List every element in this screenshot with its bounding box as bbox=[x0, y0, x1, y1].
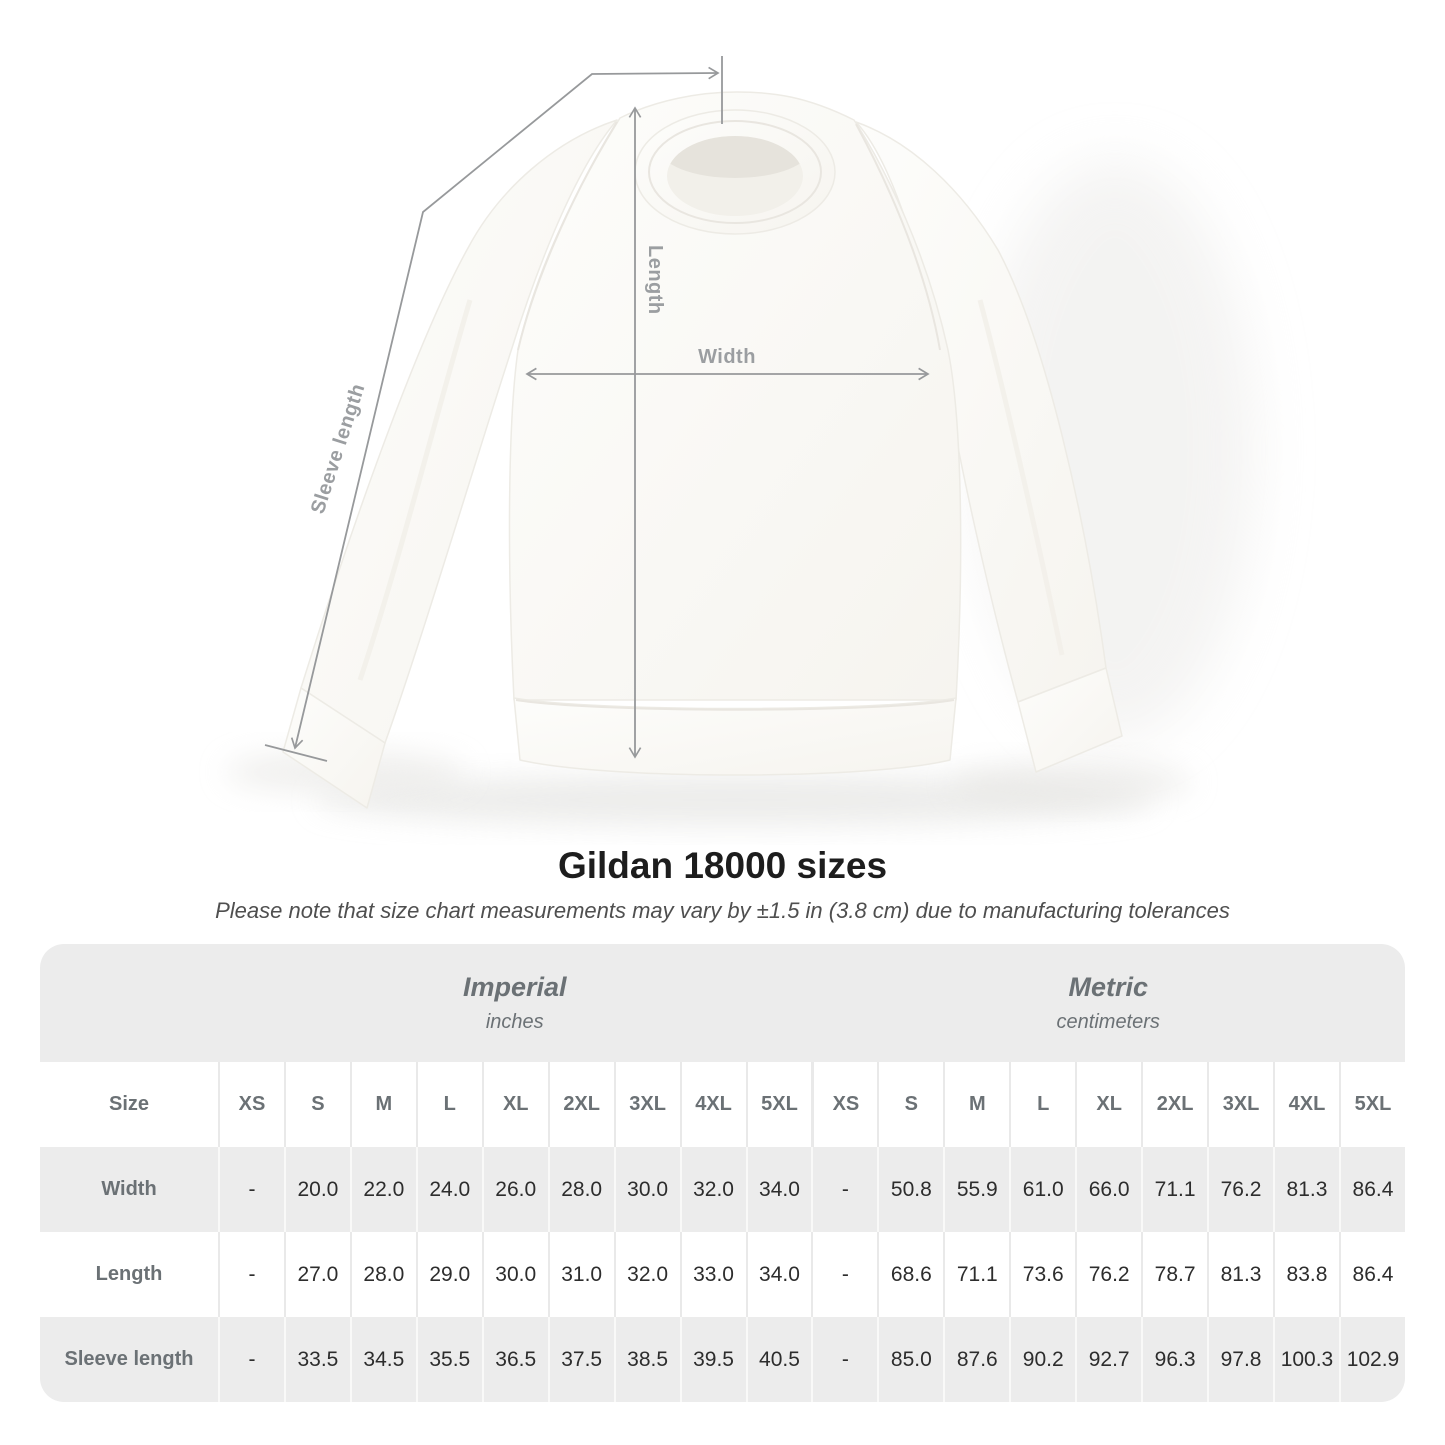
width-row bbox=[40, 1147, 1405, 1232]
length-imp-4xl: 33.0 bbox=[680, 1232, 746, 1317]
sleeve-met-5xl: 102.9 bbox=[1339, 1317, 1405, 1402]
width-label: Width bbox=[698, 346, 756, 368]
length-imp-5xl: 34.0 bbox=[746, 1232, 812, 1317]
sleeve-length-label: Sleeve length bbox=[306, 380, 370, 517]
sleeve-imp-m: 34.5 bbox=[350, 1317, 416, 1402]
sleeve-met-l: 90.2 bbox=[1009, 1317, 1075, 1402]
sleeve-length-row bbox=[40, 1317, 1405, 1402]
length-met-m: 71.1 bbox=[943, 1232, 1009, 1317]
length-imp-3xl: 32.0 bbox=[614, 1232, 680, 1317]
imp-size-xs: XS bbox=[218, 1062, 284, 1147]
size-corner-label: Size bbox=[40, 1062, 218, 1147]
sleeve-imp-5xl: 40.5 bbox=[746, 1317, 812, 1402]
sleeve-met-xl: 92.7 bbox=[1075, 1317, 1141, 1402]
length-met-5xl: 86.4 bbox=[1339, 1232, 1405, 1317]
length-imp-m: 28.0 bbox=[350, 1232, 416, 1317]
width-met-m: 55.9 bbox=[943, 1147, 1009, 1232]
width-met-xl: 66.0 bbox=[1075, 1147, 1141, 1232]
met-size-5xl: 5XL bbox=[1339, 1062, 1405, 1147]
width-imp-s: 20.0 bbox=[284, 1147, 350, 1232]
metric-unit: centimeters bbox=[1056, 1011, 1160, 1033]
imp-size-4xl: 4XL bbox=[680, 1062, 746, 1147]
sleeve-met-2xl: 96.3 bbox=[1141, 1317, 1207, 1402]
width-met-l: 61.0 bbox=[1009, 1147, 1075, 1232]
imperial-section-header bbox=[218, 944, 811, 1062]
collar bbox=[635, 110, 835, 234]
width-imp-2xl: 28.0 bbox=[548, 1147, 614, 1232]
met-size-s: S bbox=[877, 1062, 943, 1147]
width-imp-xl: 26.0 bbox=[482, 1147, 548, 1232]
length-met-xl: 76.2 bbox=[1075, 1232, 1141, 1317]
width-met-s: 50.8 bbox=[877, 1147, 943, 1232]
width-met-4xl: 81.3 bbox=[1273, 1147, 1339, 1232]
length-imp-l: 29.0 bbox=[416, 1232, 482, 1317]
sweatshirt-illustration bbox=[283, 92, 1122, 808]
sleeve-met-m: 87.6 bbox=[943, 1317, 1009, 1402]
width-met-xs: - bbox=[811, 1147, 877, 1232]
metric-title: Metric bbox=[1068, 972, 1148, 1002]
width-met-2xl: 71.1 bbox=[1141, 1147, 1207, 1232]
sleeve-imp-s: 33.5 bbox=[284, 1317, 350, 1402]
sleeve-met-4xl: 100.3 bbox=[1273, 1317, 1339, 1402]
imp-size-2xl: 2XL bbox=[548, 1062, 614, 1147]
sleeve-row-label: Sleeve length bbox=[40, 1317, 218, 1402]
metric-section-header bbox=[811, 944, 1405, 1062]
band-corner bbox=[40, 944, 218, 1062]
length-row-label: Length bbox=[40, 1232, 218, 1317]
width-imp-l: 24.0 bbox=[416, 1147, 482, 1232]
sleeve-imp-3xl: 38.5 bbox=[614, 1317, 680, 1402]
length-met-2xl: 78.7 bbox=[1141, 1232, 1207, 1317]
met-size-3xl: 3XL bbox=[1207, 1062, 1273, 1147]
imp-size-xl: XL bbox=[482, 1062, 548, 1147]
sleeve-imp-2xl: 37.5 bbox=[548, 1317, 614, 1402]
length-imp-xs: - bbox=[218, 1232, 284, 1317]
met-size-xs: XS bbox=[811, 1062, 877, 1147]
length-row bbox=[40, 1232, 1405, 1317]
imp-size-l: L bbox=[416, 1062, 482, 1147]
met-size-m: M bbox=[943, 1062, 1009, 1147]
met-size-4xl: 4XL bbox=[1273, 1062, 1339, 1147]
width-row-label: Width bbox=[40, 1147, 218, 1232]
imp-size-s: S bbox=[284, 1062, 350, 1147]
unit-band-row bbox=[40, 944, 1405, 1062]
sleeve-imp-xl: 36.5 bbox=[482, 1317, 548, 1402]
sleeve-imp-4xl: 39.5 bbox=[680, 1317, 746, 1402]
length-met-3xl: 81.3 bbox=[1207, 1232, 1273, 1317]
width-imp-5xl: 34.0 bbox=[746, 1147, 812, 1232]
imp-size-m: M bbox=[350, 1062, 416, 1147]
length-label: Length bbox=[644, 245, 666, 315]
length-met-4xl: 83.8 bbox=[1273, 1232, 1339, 1317]
imp-size-5xl: 5XL bbox=[746, 1062, 812, 1147]
width-imp-4xl: 32.0 bbox=[680, 1147, 746, 1232]
length-imp-s: 27.0 bbox=[284, 1232, 350, 1317]
length-imp-xl: 30.0 bbox=[482, 1232, 548, 1317]
imperial-unit: inches bbox=[485, 1011, 544, 1033]
met-size-xl: XL bbox=[1075, 1062, 1141, 1147]
width-imp-m: 22.0 bbox=[350, 1147, 416, 1232]
met-size-l: L bbox=[1009, 1062, 1075, 1147]
sleeve-met-3xl: 97.8 bbox=[1207, 1317, 1273, 1402]
imp-size-3xl: 3XL bbox=[614, 1062, 680, 1147]
imperial-title: Imperial bbox=[462, 972, 567, 1002]
width-met-3xl: 76.2 bbox=[1207, 1147, 1273, 1232]
size-table bbox=[40, 944, 1405, 1402]
sleeve-met-s: 85.0 bbox=[877, 1317, 943, 1402]
width-imp-xs: - bbox=[218, 1147, 284, 1232]
headline-block bbox=[0, 846, 1445, 924]
length-met-s: 68.6 bbox=[877, 1232, 943, 1317]
met-size-2xl: 2XL bbox=[1141, 1062, 1207, 1147]
length-met-xs: - bbox=[811, 1232, 877, 1317]
size-header-row bbox=[40, 1062, 1405, 1147]
width-met-5xl: 86.4 bbox=[1339, 1147, 1405, 1232]
page-title: Gildan 18000 sizes bbox=[557, 845, 888, 886]
length-imp-2xl: 31.0 bbox=[548, 1232, 614, 1317]
tolerance-note: Please note that size chart measurements may vary by ±1.5 in (3.8 cm) due to manufacturing tolerances bbox=[215, 897, 1230, 923]
sleeve-imp-xs: - bbox=[218, 1317, 284, 1402]
sleeve-imp-l: 35.5 bbox=[416, 1317, 482, 1402]
sleeve-met-xs: - bbox=[811, 1317, 877, 1402]
length-met-l: 73.6 bbox=[1009, 1232, 1075, 1317]
width-imp-3xl: 30.0 bbox=[614, 1147, 680, 1232]
